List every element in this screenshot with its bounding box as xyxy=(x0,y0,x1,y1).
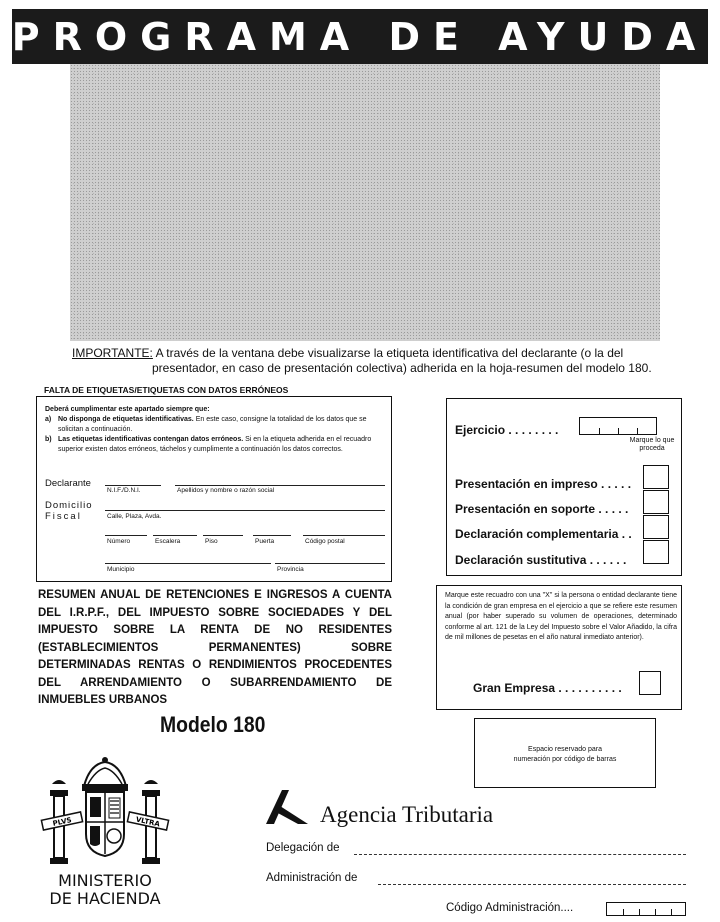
administracion-field[interactable] xyxy=(378,884,686,885)
resumen-title: RESUMEN ANUAL DE RETENCIONES E INGRESOS A CUENTA DEL I.R.P.F., DEL IMPUESTO SOBRE SOCIEDADES Y DEL IMPUESTO SOBRE LA RENTA DE NO RESIDENTES (ESTABLECIMIENTOS PERMANENTES) SOBRE DETERMINADAS RENTAS O RENDIMIENTOS PROCEDENTES DEL ARRENDAMIENTO O SUBARRENDAMIENTO DE INMUEBLES URBANOS xyxy=(38,589,392,706)
falta-box xyxy=(36,396,392,582)
calle-line xyxy=(105,510,385,511)
important-line2: presentador, en caso de presentación colectiva) adherida en la hoja-resumen del modelo 180. xyxy=(152,361,652,375)
declarante-label: Declarante xyxy=(45,478,91,489)
codigo-administracion-label: Código Administración.... xyxy=(446,902,574,914)
codigo-administracion-input[interactable] xyxy=(606,902,686,916)
puerta-caption: Puerta xyxy=(255,538,275,545)
barcode-space-line1: Espacio reservado para xyxy=(528,746,602,753)
sustitutiva-label: Declaración sustitutiva . . . . . . xyxy=(455,553,627,567)
important-label: IMPORTANTE: xyxy=(72,346,153,360)
delegacion-field[interactable] xyxy=(354,854,686,855)
agencia-tributaria: Agencia Tributaria xyxy=(320,802,494,827)
puerta-line xyxy=(253,535,291,536)
municipio-caption: Municipio xyxy=(107,566,135,573)
nif-caption: N.I.F./D.N.I. xyxy=(107,487,141,494)
fiscal-label: Fiscal xyxy=(45,511,82,522)
gran-empresa-box xyxy=(436,585,682,710)
falta-item-b-bold: Las etiquetas identificativas contengan datos erróneos. xyxy=(58,436,244,443)
ejercicio-tick xyxy=(599,428,600,434)
nif-line xyxy=(105,485,161,486)
ejercicio-input[interactable] xyxy=(579,417,657,435)
important-note xyxy=(72,346,652,376)
calle-caption: Calle, Plaza, Avda. xyxy=(107,513,162,520)
complementaria-label: Declaración complementaria . . xyxy=(455,527,632,541)
escalera-line xyxy=(153,535,197,536)
piso-caption: Piso xyxy=(205,538,218,545)
ministerio-line1: MINISTERIO xyxy=(58,871,152,890)
gran-empresa-label: Gran Empresa . . . . . . . . . . xyxy=(473,681,622,695)
ejercicio-box xyxy=(446,398,682,576)
escalera-caption: Escalera xyxy=(155,538,181,545)
codigo-postal-caption: Código postal xyxy=(305,538,345,545)
impreso-label: Presentación en impreso . . . . . xyxy=(455,477,632,491)
modelo-title: Modelo 180 xyxy=(160,712,266,737)
provincia-caption: Provincia xyxy=(277,566,304,573)
falta-item-b-text: Si en la etiqueta adherida en el recuadro superior existen datos erróneos, táchelos y cumplimente a continuación los datos correctos. xyxy=(58,436,372,453)
falta-item-b-key: b) xyxy=(45,436,52,443)
codigo-tick xyxy=(671,909,672,915)
falta-instructions xyxy=(45,405,387,455)
provincia-line xyxy=(275,563,385,564)
falta-item-b xyxy=(45,435,387,455)
apellidos-caption: Apellidos y nombre o razón social xyxy=(177,487,275,494)
ejercicio-tick xyxy=(618,428,619,434)
numero-line xyxy=(105,535,147,536)
sustitutiva-checkbox[interactable] xyxy=(643,540,669,564)
municipio-line xyxy=(105,563,271,564)
important-line1: A través de la ventana debe visualizarse la etiqueta identificativa del declarante (o la del xyxy=(152,346,624,360)
falta-title: FALTA DE ETIQUETAS/ETIQUETAS CON DATOS ERRÓNEOS xyxy=(44,385,289,395)
ministerio-line2: DE HACIENDA xyxy=(49,889,161,908)
ministerio-name xyxy=(40,872,170,908)
barcode-space-text xyxy=(475,745,655,764)
ejercicio-tick xyxy=(637,428,638,434)
gran-empresa-text: Marque este recuadro con una "X" si la persona o entidad declarante tiene la condición de gran empresa en el ejercicio a que se refiere este resumen anual (por haber superado su volumen de operaciones, determinado conforme al art. 121 de la Ley del Impuesto sobre el Valor Añadido, la cifra de mil millones de pesetas en el año natural inmediato anterior). xyxy=(445,592,677,641)
barcode-space-line2: numeración por código de barras xyxy=(513,755,617,763)
codigo-postal-line xyxy=(303,535,385,536)
agencia-logo-icon xyxy=(262,784,314,828)
falta-item-a-bold: No disponga de etiquetas identificativas. xyxy=(58,416,194,423)
falta-item-a-key: a) xyxy=(45,416,52,423)
soporte-checkbox[interactable] xyxy=(643,490,669,514)
motto-left: PLVS xyxy=(52,816,73,828)
codigo-tick xyxy=(655,909,656,915)
piso-line xyxy=(203,535,243,536)
falta-item-a-text: En este caso, consigne la totalidad de los datos que se solicitan a continuación. xyxy=(58,416,367,433)
complementaria-checkbox[interactable] xyxy=(643,515,669,539)
coat-of-arms-icon xyxy=(40,756,170,868)
administracion-label: Administración de xyxy=(266,872,358,884)
codigo-tick xyxy=(623,909,624,915)
gran-empresa-checkbox[interactable] xyxy=(639,671,661,695)
numero-caption: Número xyxy=(107,538,131,545)
marque-note: Marque lo que proceda xyxy=(629,437,675,452)
label-window xyxy=(70,64,660,341)
soporte-label: Presentación en soporte . . . . . xyxy=(455,502,629,516)
apellidos-line xyxy=(175,485,385,486)
codigo-tick xyxy=(639,909,640,915)
motto-right: VLTRA xyxy=(135,815,161,829)
domicilio-label: Domicilio xyxy=(45,500,93,511)
impreso-checkbox[interactable] xyxy=(643,465,669,489)
barcode-space xyxy=(474,718,656,788)
delegacion-label: Delegación de xyxy=(266,842,340,854)
falta-item-a xyxy=(45,415,387,435)
program-banner: PROGRAMA DE AYUDA xyxy=(12,9,708,64)
ejercicio-label: Ejercicio . . . . . . . . xyxy=(455,423,559,437)
falta-intro: Deberá cumplimentar este apartado siempre que: xyxy=(45,406,210,413)
